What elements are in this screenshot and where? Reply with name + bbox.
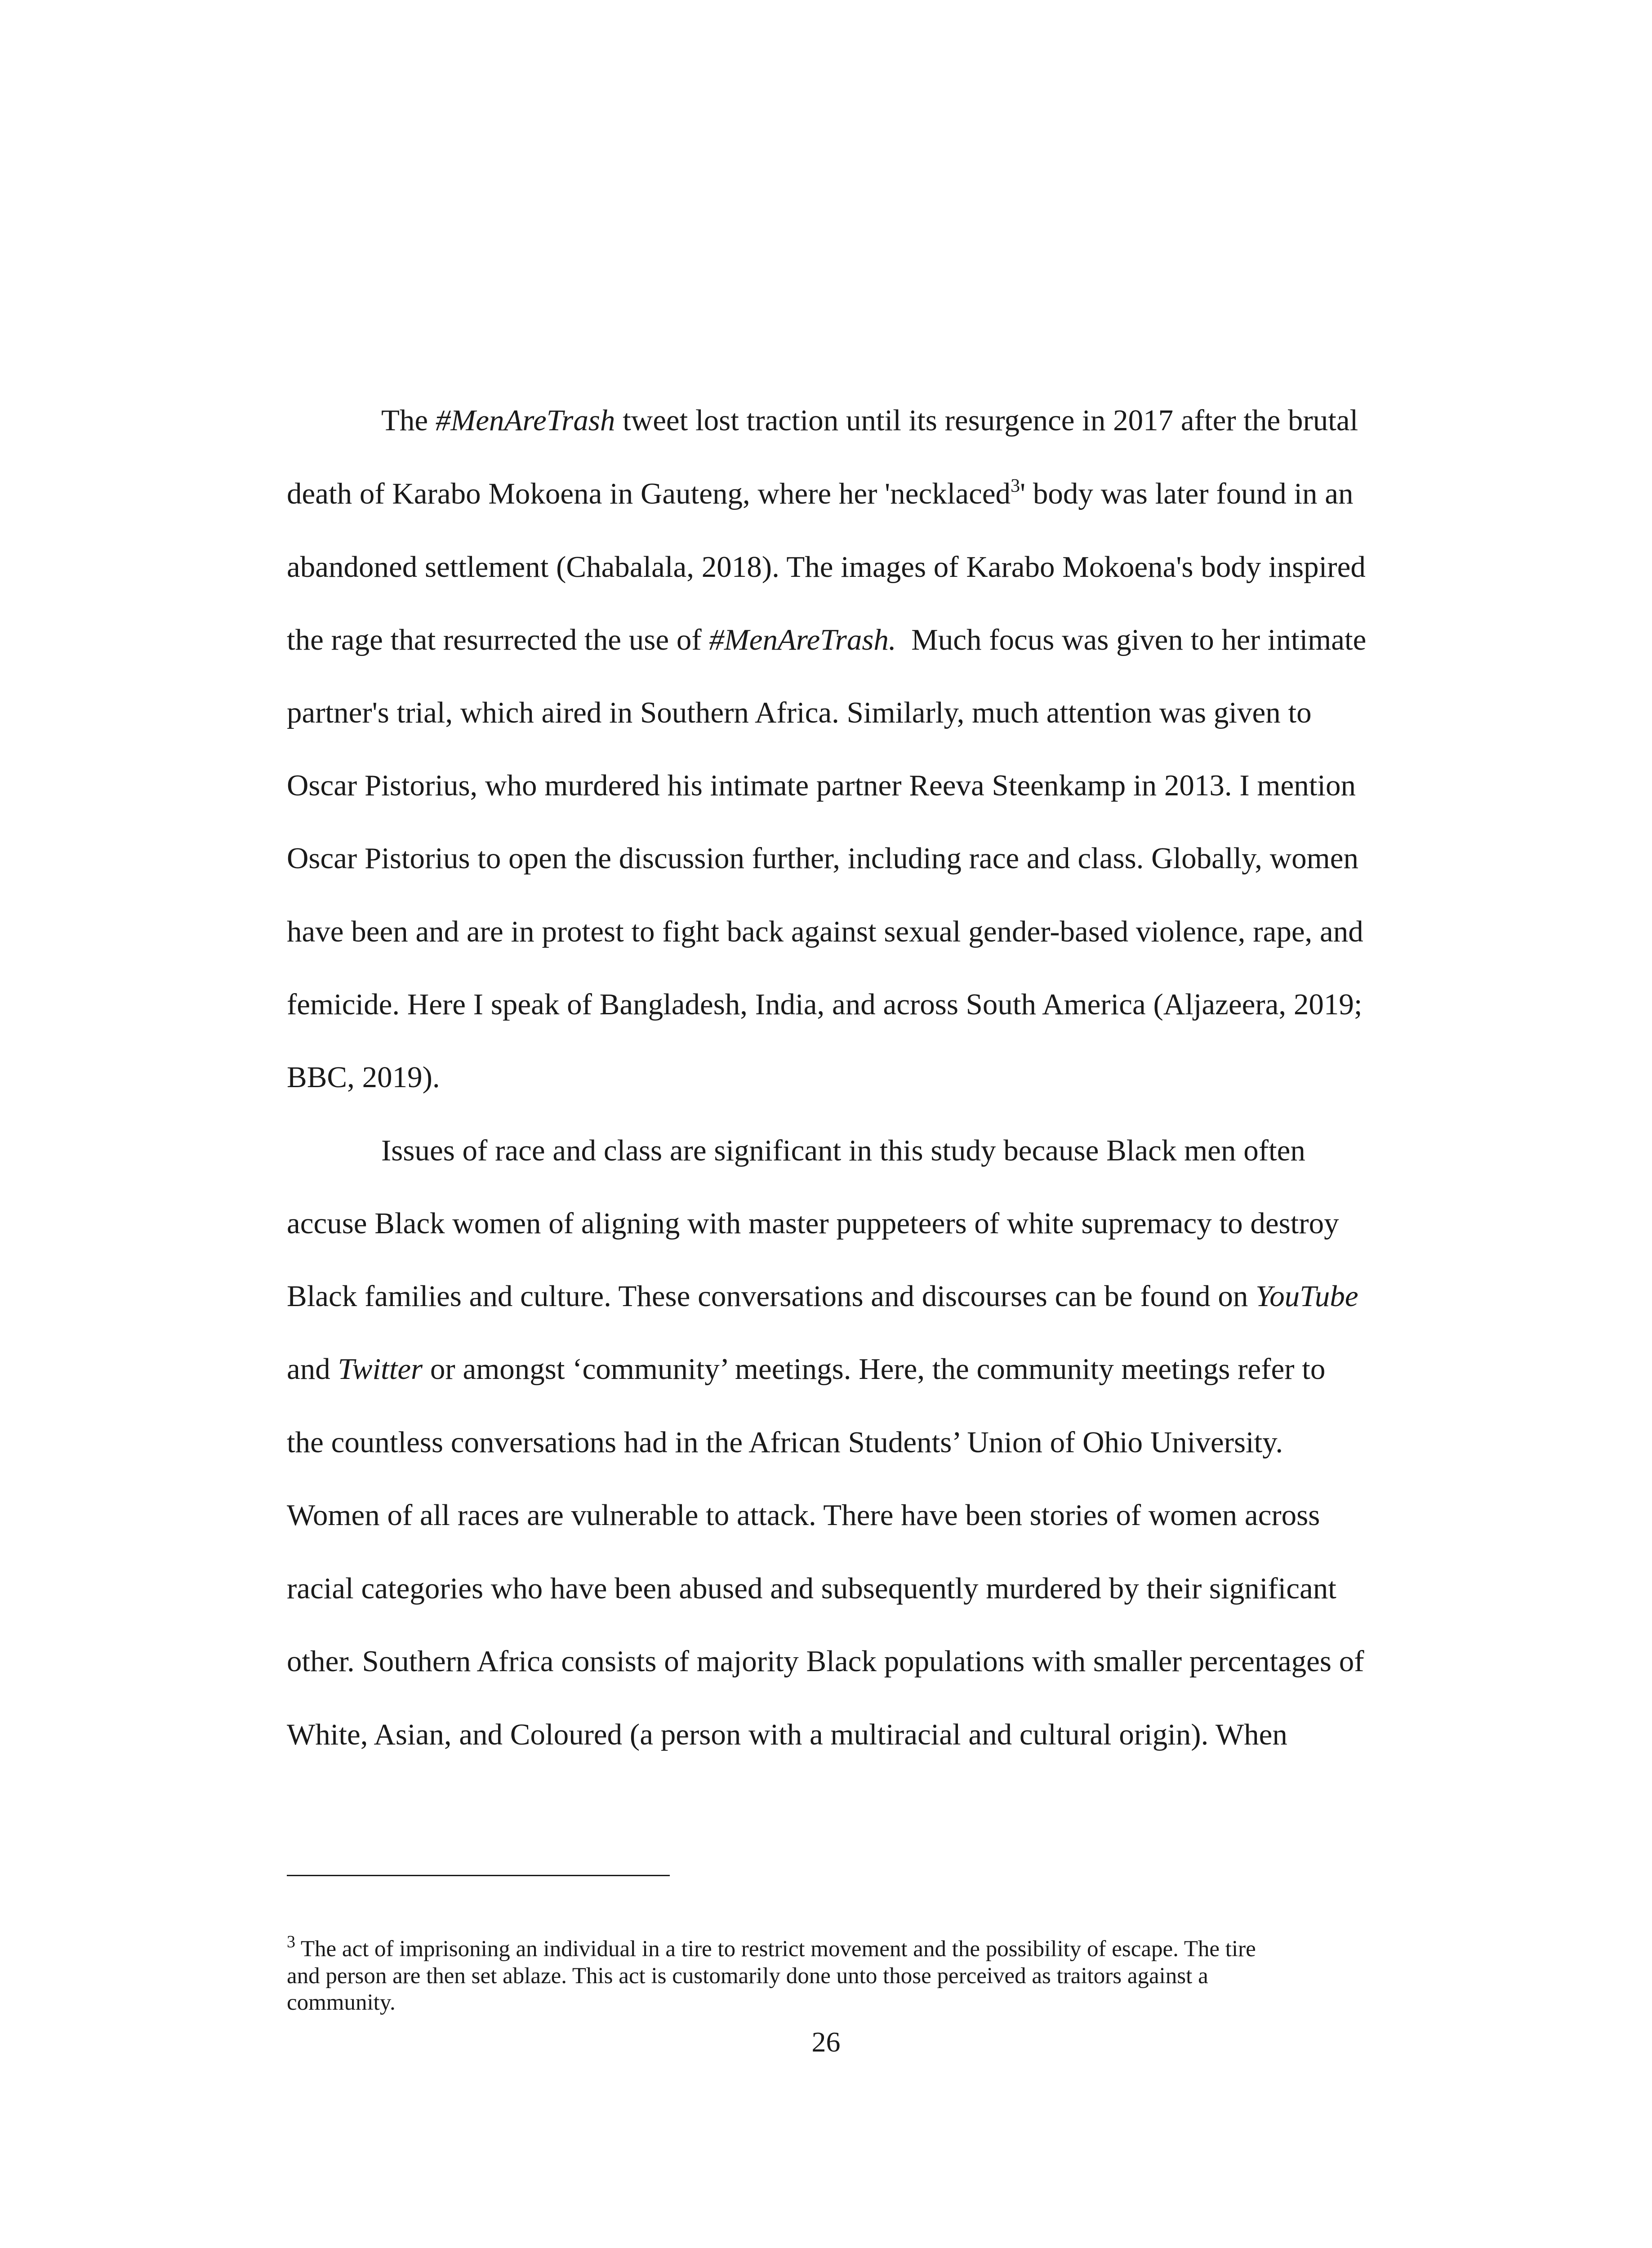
paragraph-2-line-8: other. Southern Africa consists of majority Black populations with smaller percentages of — [287, 1645, 1364, 1678]
paragraph-2-line-6: Women of all races are vulnerable to attack. There have been stories of women across — [287, 1499, 1320, 1532]
text-run: the rage that resurrected the use of — [287, 623, 709, 656]
footnote-line-2: and person are then set ablaze. This act is customarily done unto those perceived as traitors against a — [287, 1963, 1208, 1989]
paragraph-2-line-2: accuse Black women of aligning with master puppeteers of white supremacy to destroy — [287, 1207, 1339, 1240]
footnote-reference: 3 — [1011, 476, 1020, 496]
hashtag-menaretrash: #MenAreTrash. — [709, 623, 896, 656]
paragraph-2-line-3 — [287, 1278, 1358, 1314]
footnote-separator — [287, 1875, 670, 1876]
paragraph-2-line-7: racial categories who have been abused and subsequently murdered by their significant — [287, 1572, 1336, 1605]
paragraph-1-line-1 — [381, 402, 1358, 438]
text-run: tweet lost traction until its resurgence in 2017 after the brutal — [615, 404, 1358, 437]
twitter-title: Twitter — [338, 1352, 423, 1386]
paragraph-1-line-10: BBC, 2019). — [287, 1061, 440, 1094]
youtube-title: YouTube — [1256, 1280, 1358, 1313]
text-run: The — [381, 404, 436, 437]
text-run: death of Karabo Mokoena in Gauteng, where her 'necklaced — [287, 477, 1011, 510]
paragraph-1-line-8: have been and are in protest to fight back against sexual gender-based violence, rape, and — [287, 915, 1363, 948]
paragraph-1-line-4 — [287, 622, 1366, 658]
paragraph-1-line-7: Oscar Pistorius to open the discussion further, including race and class. Globally, women — [287, 842, 1358, 875]
text-run: The act of imprisoning an individual in a tire to restrict movement and the possibility of escape. The tire — [295, 1936, 1256, 1962]
paragraph-1-line-2 — [287, 476, 1354, 512]
paragraph-2-line-9: White, Asian, and Coloured (a person with a multiracial and cultural origin). When — [287, 1718, 1287, 1751]
paragraph-1-line-5: partner's trial, which aired in Southern Africa. Similarly, much attention was given to — [287, 696, 1312, 729]
footnote-marker: 3 — [287, 1932, 295, 1951]
page-number: 26 — [811, 2026, 841, 2058]
paragraph-2-line-5: the countless conversations had in the African Students’ Union of Ohio University. — [287, 1426, 1283, 1459]
paragraph-2-line-1: Issues of race and class are significant in this study because Black men often — [381, 1134, 1305, 1167]
paragraph-2-line-4 — [287, 1351, 1325, 1387]
footnote-line-1 — [287, 1932, 1256, 1963]
paragraph-1-line-9: femicide. Here I speak of Bangladesh, India, and across South America (Aljazeera, 2019; — [287, 988, 1363, 1021]
text-run: Black families and culture. These conversations and discourses can be found on — [287, 1280, 1256, 1313]
text-run: or amongst ‘community’ meetings. Here, the community meetings refer to — [423, 1352, 1326, 1386]
text-run: Much focus was given to her intimate — [896, 623, 1367, 656]
text-run: ' body was later found in an — [1020, 477, 1354, 510]
text-run: and — [287, 1352, 338, 1386]
footnote-line-3: community. — [287, 1990, 396, 2015]
hashtag-menaretrash: #MenAreTrash — [435, 404, 615, 437]
paragraph-1-line-6: Oscar Pistorius, who murdered his intimate partner Reeva Steenkamp in 2013. I mention — [287, 769, 1356, 802]
paragraph-1-line-3: abandoned settlement (Chabalala, 2018). The images of Karabo Mokoena's body inspired — [287, 550, 1366, 584]
